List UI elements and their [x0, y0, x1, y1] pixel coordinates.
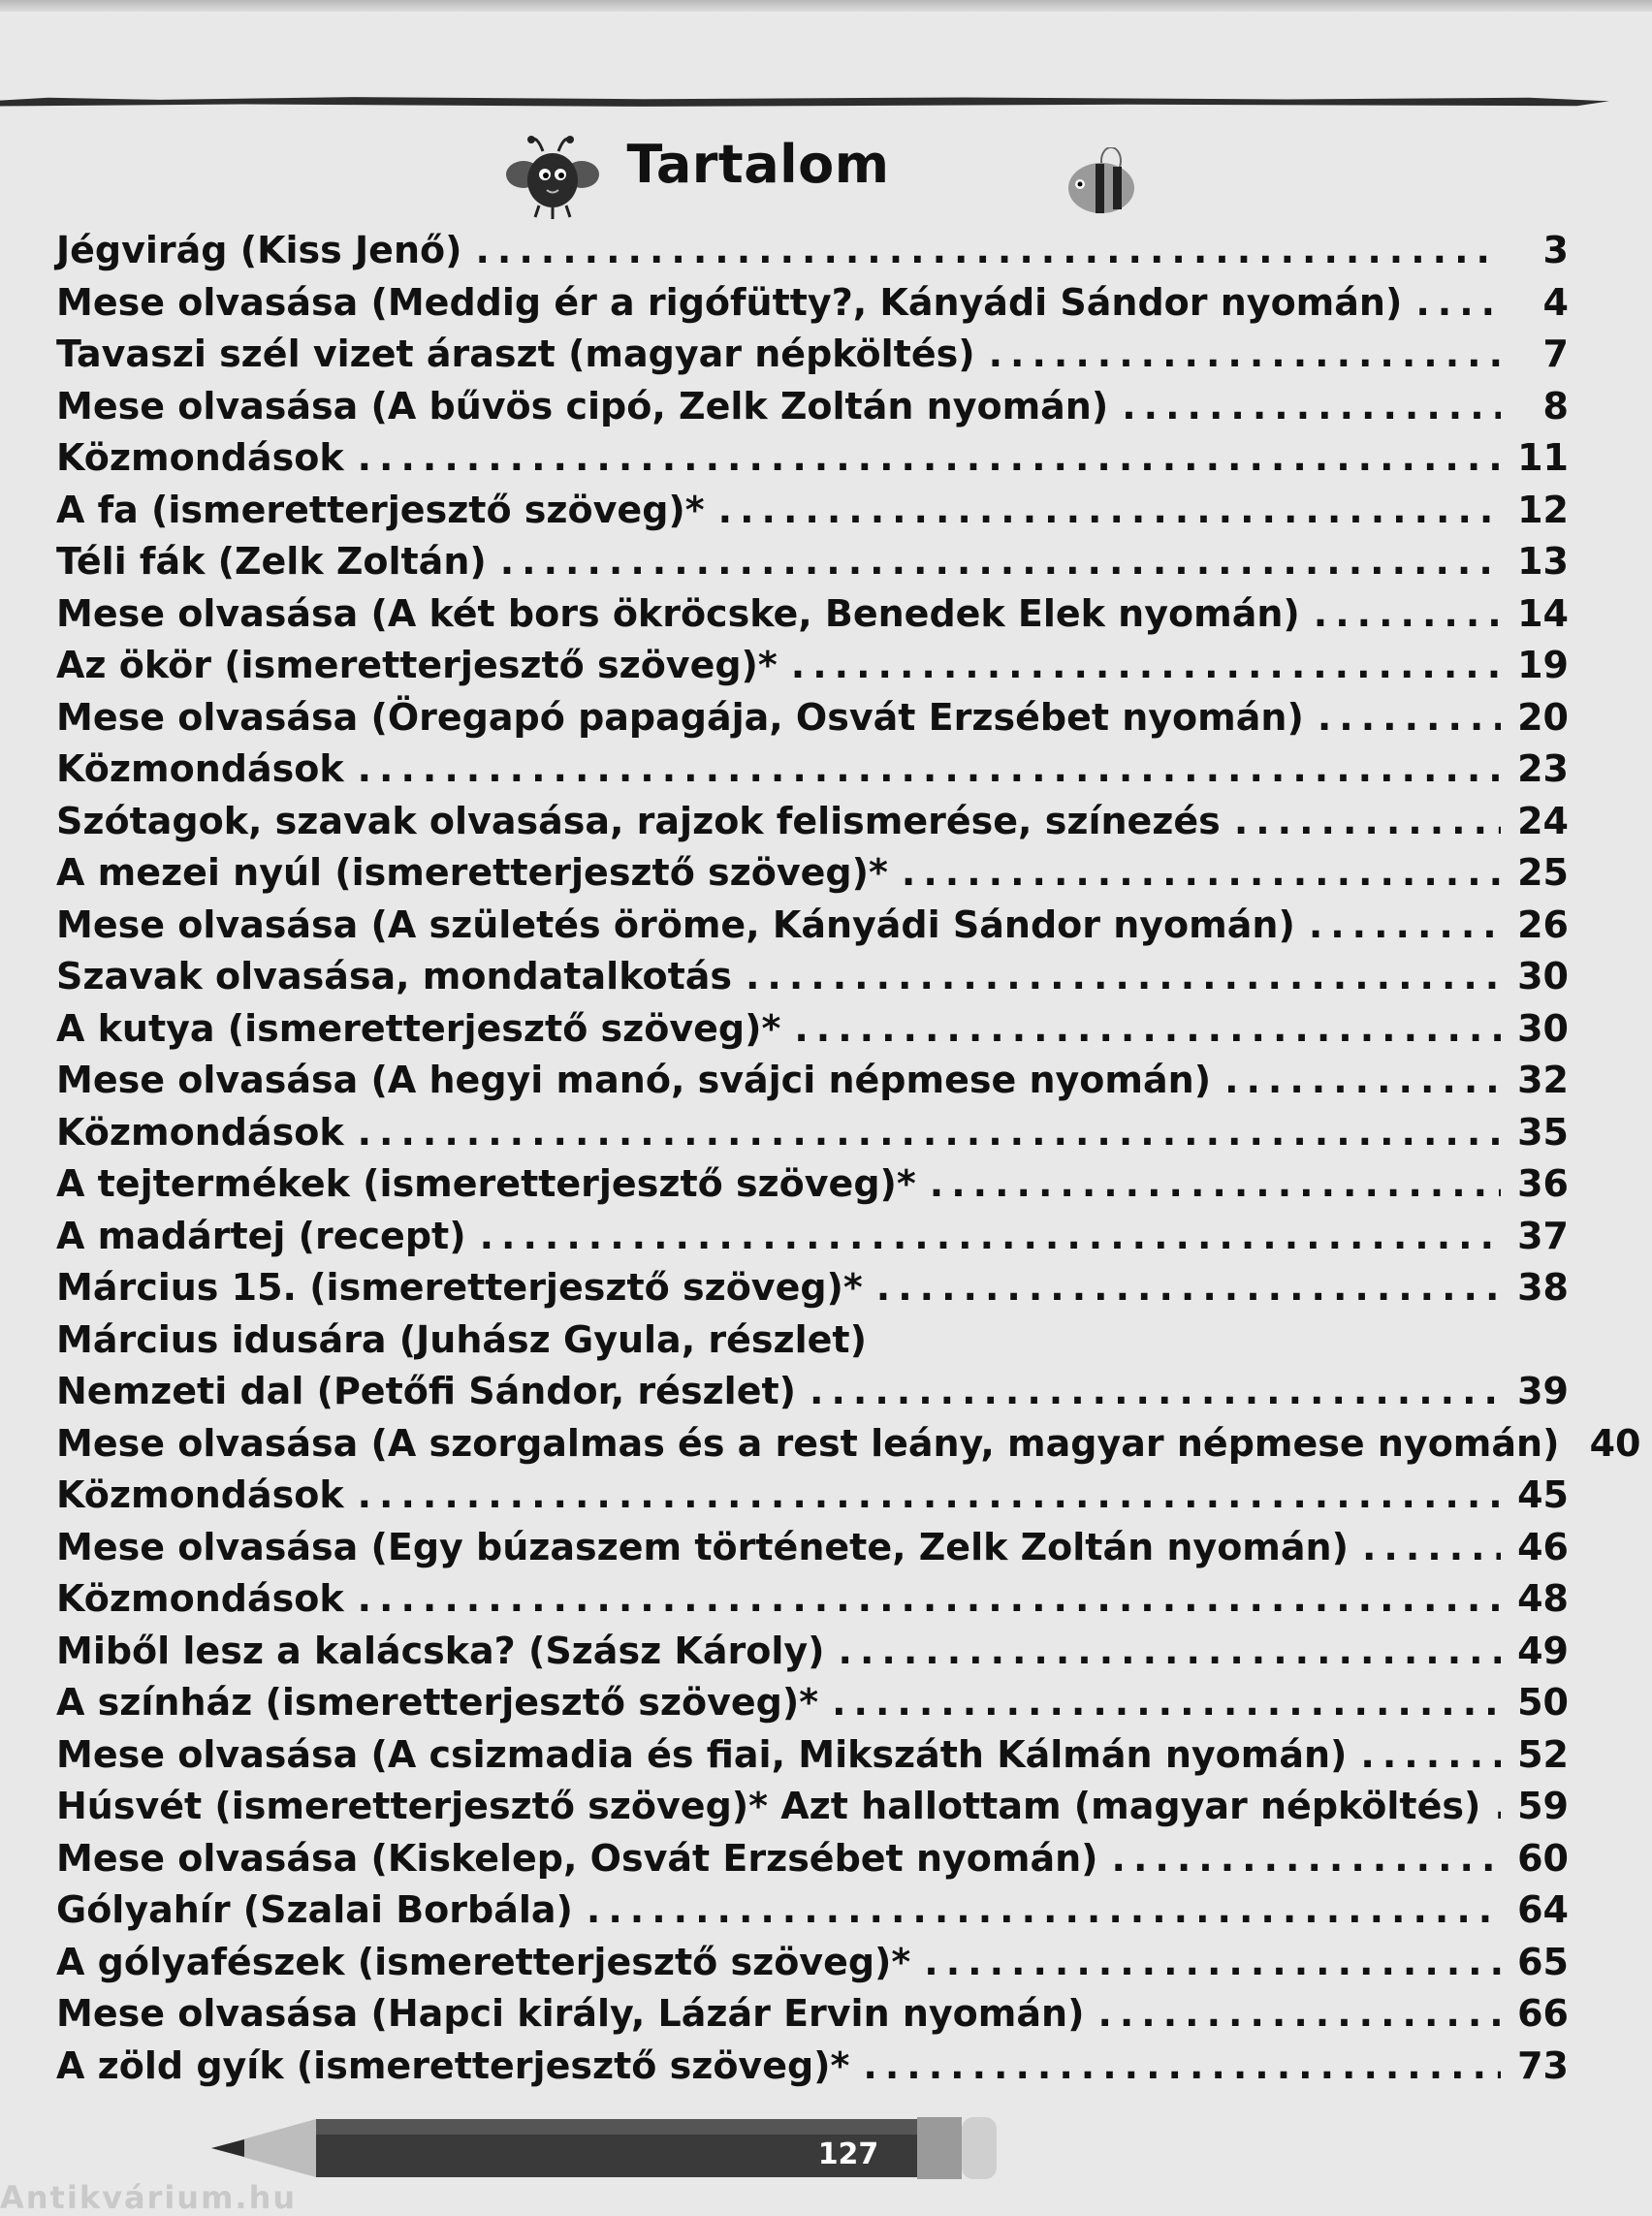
leader-dots	[475, 229, 1501, 271]
toc-entry-title: Mese olvasása (A születés öröme, Kányádi Sándor nyomán)	[56, 902, 1295, 946]
leader-dots	[1122, 385, 1501, 427]
toc-entry[interactable]	[56, 332, 1569, 385]
leader-dots	[863, 2044, 1501, 2087]
toc-entry[interactable]	[56, 1266, 1569, 1318]
leader-dots	[1234, 800, 1501, 842]
toc-entry-title: Szavak olvasása, mondatalkotás	[56, 955, 732, 997]
toc-entry-page: 37	[1517, 1214, 1569, 1257]
toc-entry-page: 25	[1517, 851, 1569, 894]
toc-entry-title: A fa (ismeretterjesztő szöveg)*	[56, 488, 705, 531]
toc-entry-page: 19	[1517, 644, 1569, 686]
toc-entry-title: A tejtermékek (ismeretterjesztő szöveg)*	[56, 1162, 916, 1205]
toc-entry[interactable]	[56, 903, 1569, 956]
toc-entry[interactable]	[56, 1370, 1569, 1422]
leader-dots	[989, 332, 1501, 375]
toc-entry-title: Mese olvasása (Egy búzaszem története, Zelk Zoltán nyomán)	[56, 1525, 1349, 1568]
leader-dots	[358, 1577, 1501, 1620]
leader-dots	[358, 1111, 1501, 1154]
toc-entry[interactable]	[56, 1837, 1569, 1889]
toc-entry[interactable]	[56, 851, 1569, 903]
toc-entry-page: 38	[1517, 1266, 1569, 1309]
toc-entry-page: 11	[1517, 436, 1569, 479]
toc-entry[interactable]	[56, 1681, 1569, 1733]
toc-entry-page: 49	[1517, 1629, 1569, 1672]
toc-entry-page: 3	[1542, 229, 1569, 271]
leader-dots	[1314, 592, 1501, 635]
leader-dots	[480, 1215, 1501, 1257]
header-rule	[0, 95, 1609, 109]
toc-entry-title: Az ökör (ismeretterjesztő szöveg)*	[56, 644, 778, 686]
leader-dots	[902, 851, 1501, 894]
toc-entry-page: 8	[1542, 384, 1569, 427]
toc-entry-title: Mese olvasása (A bűvös cipó, Zelk Zoltán nyomán)	[56, 384, 1109, 427]
leader-dots	[746, 955, 1501, 997]
toc-entry-page: 13	[1517, 540, 1569, 583]
toc-entry[interactable]	[56, 1111, 1569, 1163]
watermark: Antikvárium.hu	[0, 2179, 298, 2216]
leader-dots	[791, 644, 1501, 686]
toc-entry-title: Húsvét (ismeretterjesztő szöveg)* Azt hallottam (magyar népköltés)	[56, 1785, 1481, 1827]
leader-dots	[1318, 696, 1501, 739]
toc-entry-page: 39	[1517, 1370, 1569, 1412]
leader-dots	[1309, 903, 1501, 946]
page-number: 127	[817, 2137, 879, 2171]
toc-entry-title: Március 15. (ismeretterjesztő szöveg)*	[56, 1266, 863, 1309]
toc-entry-page: 12	[1517, 488, 1569, 531]
toc-entry-page: 45	[1517, 1473, 1569, 1516]
leader-dots	[794, 1007, 1501, 1050]
toc-entry-title: Mese olvasása (Hapci király, Lázár Ervin nyomán)	[56, 1992, 1085, 2035]
toc-entry[interactable]	[56, 385, 1569, 437]
toc-entry-page: 30	[1517, 1006, 1569, 1050]
leader-dots	[500, 540, 1501, 583]
toc-entry-page: 14	[1517, 591, 1569, 635]
toc-entry-title: Gólyahír (Szalai Borbála)	[56, 1888, 573, 1931]
toc-entry[interactable]	[56, 644, 1569, 696]
leader-dots	[832, 1681, 1501, 1724]
leader-dots	[587, 1888, 1501, 1931]
toc-entry[interactable]	[56, 229, 1569, 281]
toc-entry[interactable]	[56, 800, 1569, 852]
toc-entry-page: 64	[1517, 1888, 1569, 1931]
leader-dots	[1224, 1059, 1501, 1101]
toc-entry-page: 52	[1517, 1732, 1569, 1776]
toc-entry[interactable]	[56, 747, 1569, 800]
toc-entry-title: Jégvirág (Kiss Jenő)	[56, 229, 462, 271]
toc-entry-title: Mese olvasása (A szorgalmas és a rest leány, magyar népmese nyomán)	[56, 1421, 1560, 1465]
toc-entry-page: 40	[1589, 1421, 1641, 1465]
leader-dots	[358, 436, 1501, 479]
leader-dots	[1097, 1992, 1501, 2035]
toc-entry-title: Mese olvasása (Öregapó papagája, Osvát Erzsébet nyomán)	[56, 695, 1304, 739]
toc-entry-title: A kutya (ismeretterjesztő szöveg)*	[56, 1006, 781, 1050]
toc-entry-title: Közmondások	[56, 747, 344, 790]
toc-entry-page: 32	[1517, 1059, 1569, 1101]
toc-entry-page: 73	[1517, 2043, 1569, 2087]
toc-entry-title: A színház (ismeretterjesztő szöveg)*	[56, 1681, 819, 1724]
toc-entry[interactable]	[56, 1888, 1569, 1941]
toc-entry[interactable]	[56, 1733, 1569, 1786]
toc-entry-page: 60	[1517, 1836, 1569, 1880]
toc-entry[interactable]	[56, 1526, 1569, 1578]
leader-dots	[718, 489, 1501, 531]
toc-entry-title: Mese olvasása (Meddig ér a rigófütty?, Kányádi Sándor nyomán)	[56, 280, 1403, 324]
toc-entry[interactable]	[56, 1630, 1569, 1682]
toc-entry-page: 4	[1542, 280, 1569, 324]
toc-entry[interactable]	[56, 1318, 1569, 1371]
toc-entry-title: Szótagok, szavak olvasása, rajzok felismerése, színezés	[56, 799, 1221, 842]
toc-entry[interactable]	[56, 1785, 1569, 1837]
page-top-edge	[0, 0, 1652, 12]
toc-entry-title: Közmondások	[56, 436, 344, 479]
toc-entry-title: Közmondások	[56, 1577, 344, 1620]
leader-dots	[1360, 1733, 1501, 1776]
toc-entry-page: 35	[1517, 1110, 1569, 1154]
leader-dots	[358, 1473, 1501, 1516]
leader-dots	[1494, 1785, 1501, 1827]
toc-entry-page: 65	[1517, 1940, 1569, 1983]
toc-entry-title: Tavaszi szél vizet áraszt (magyar népköltés)	[56, 332, 975, 375]
toc-entry-page: 23	[1517, 747, 1569, 790]
leader-dots	[876, 1266, 1501, 1309]
toc-entry[interactable]	[56, 540, 1569, 592]
toc-entry[interactable]	[56, 955, 1569, 1007]
toc-entry[interactable]	[56, 1992, 1569, 2044]
toc-entry-page: 36	[1517, 1162, 1569, 1205]
leader-dots	[810, 1370, 1501, 1412]
toc-entry-title: Miből lesz a kalácska? (Szász Károly)	[56, 1629, 825, 1672]
leader-dots	[839, 1630, 1501, 1672]
toc-entry-title: Téli fák (Zelk Zoltán)	[56, 540, 487, 583]
toc-entry-title: Közmondások	[56, 1473, 344, 1516]
toc-entry[interactable]	[56, 436, 1569, 489]
toc-entry-page: 26	[1517, 902, 1569, 946]
toc-entry-page: 20	[1517, 695, 1569, 739]
bee-icon	[1063, 147, 1140, 217]
toc-entry-page: 48	[1517, 1577, 1569, 1620]
toc-entry-title: Mese olvasása (A hegyi manó, svájci népmese nyomán)	[56, 1059, 1212, 1101]
toc-entry-page: 59	[1517, 1785, 1569, 1827]
toc-entry-title: Nemzeti dal (Petőfi Sándor, részlet)	[56, 1370, 797, 1412]
toc-entry-title: A madártej (recept)	[56, 1214, 466, 1257]
page-title: Tartalom	[626, 134, 890, 195]
toc-entry[interactable]	[56, 1421, 1641, 1474]
toc-entry-page: 7	[1542, 332, 1569, 375]
toc-entry[interactable]	[56, 281, 1569, 333]
toc-entry-title: A gólyafészek (ismeretterjesztő szöveg)*	[56, 1940, 911, 1983]
toc-entry[interactable]	[56, 1941, 1569, 1993]
toc-entry-page: 30	[1517, 955, 1569, 997]
toc-entry-page: 46	[1517, 1525, 1569, 1568]
toc-entry-title: A mezei nyúl (ismeretterjesztő szöveg)*	[56, 851, 888, 894]
toc-entry[interactable]	[56, 1215, 1569, 1267]
leader-dots	[1415, 281, 1501, 324]
leader-dots	[1362, 1526, 1501, 1568]
toc-entry[interactable]	[56, 1059, 1569, 1111]
toc-entry[interactable]	[56, 1577, 1569, 1630]
leader-dots	[930, 1162, 1501, 1205]
toc-entry[interactable]	[56, 696, 1569, 748]
toc-entry-title: Mese olvasása (A csizmadia és fiai, Mikszáth Kálmán nyomán)	[56, 1732, 1348, 1776]
table-of-contents	[56, 229, 1641, 2096]
toc-entry-title: Közmondások	[56, 1110, 344, 1154]
leader-dots	[924, 1941, 1501, 1983]
toc-entry[interactable]	[56, 1473, 1569, 1526]
toc-entry[interactable]	[56, 592, 1569, 645]
leader-dots	[358, 747, 1501, 790]
toc-entry-page: 50	[1517, 1681, 1569, 1724]
toc-entry-title: Mese olvasása (Kiskelep, Osvát Erzsébet nyomán)	[56, 1836, 1098, 1880]
toc-entry-page: 66	[1517, 1992, 1569, 2035]
toc-entry[interactable]	[56, 1007, 1569, 1060]
toc-entry-title: Mese olvasása (A két bors ökröcske, Benedek Elek nyomán)	[56, 591, 1300, 635]
toc-entry-title: A zöld gyík (ismeretterjesztő szöveg)*	[56, 2043, 850, 2087]
pencil-icon	[211, 2109, 1006, 2187]
toc-entry[interactable]	[56, 1162, 1569, 1215]
toc-entry[interactable]	[56, 2044, 1569, 2097]
toc-entry-title: Március idusára (Juhász Gyula, részlet)	[56, 1317, 867, 1361]
leader-dots	[1112, 1837, 1501, 1880]
toc-entry[interactable]	[56, 489, 1569, 541]
toc-entry-page: 24	[1517, 799, 1569, 842]
